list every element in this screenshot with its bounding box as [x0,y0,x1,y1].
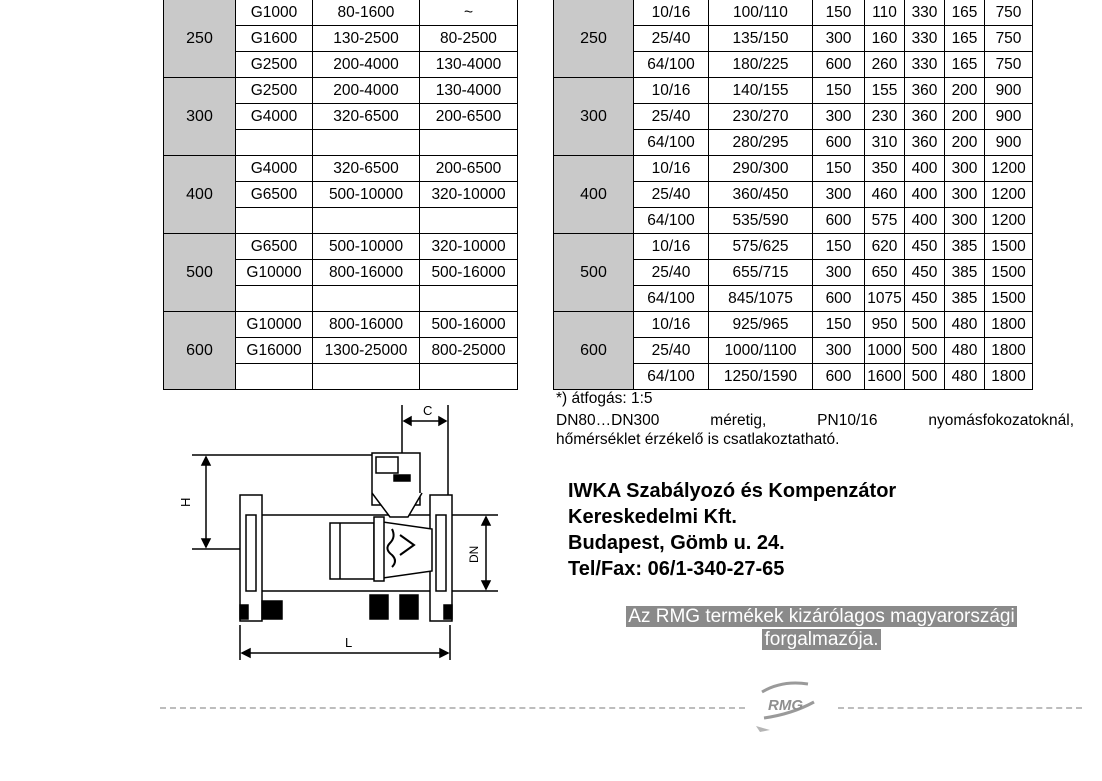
table-cell: 450 [905,260,945,286]
table-cell: 300 [813,26,865,52]
right-table [553,0,1033,390]
table-cell: 320-6500 [313,156,420,182]
table-cell: 330 [905,0,945,26]
table-cell [420,130,518,156]
table-cell: 155 [865,78,905,104]
table-cell: 64/100 [634,130,709,156]
table-cell: 150 [813,78,865,104]
table-cell: 400 [905,208,945,234]
table-cell: 10/16 [634,78,709,104]
dn-size-cell: 600 [554,312,634,390]
table-cell [420,208,518,234]
table-cell: G16000 [236,338,313,364]
table-cell: 25/40 [634,26,709,52]
table-cell: 150 [813,156,865,182]
table-cell: 600 [813,130,865,156]
table-cell: 100/110 [709,0,813,26]
table-cell: 1500 [985,286,1033,312]
dn-size-cell: 300 [164,78,236,156]
table-cell: 180/225 [709,52,813,78]
table-cell: 480 [945,364,985,390]
table-cell: 25/40 [634,338,709,364]
table-cell: 360 [905,130,945,156]
footer-rule-left [160,707,745,709]
table-cell: 800-16000 [313,260,420,286]
table-cell [420,364,518,390]
dim-label-c: C [423,403,433,418]
table-cell: 10/16 [634,0,709,26]
table-cell: 200-4000 [313,52,420,78]
dn-size-cell: 600 [164,312,236,390]
table-cell: 800-16000 [313,312,420,338]
table-cell: 200 [945,78,985,104]
table-cell: 750 [985,26,1033,52]
distributor-banner [578,605,1065,651]
table-cell: 600 [813,52,865,78]
table-cell [313,286,420,312]
table-cell: G2500 [236,78,313,104]
company-phone: Tel/Fax: 06/1-340-27-65 [568,558,785,580]
table-cell: 64/100 [634,286,709,312]
table-cell [236,130,313,156]
table-cell: 280/295 [709,130,813,156]
table-cell: 165 [945,26,985,52]
table-cell: 600 [813,208,865,234]
table-cell: 150 [813,312,865,338]
table-cell: 165 [945,52,985,78]
table-cell: G2500 [236,52,313,78]
table-cell: 1500 [985,260,1033,286]
table-row [164,312,518,338]
meter-dimension-drawing [180,405,500,665]
table-cell: 64/100 [634,364,709,390]
table-cell: 450 [905,234,945,260]
table-cell: 350 [865,156,905,182]
dn-size-cell: 400 [554,156,634,234]
table-cell: 300 [813,104,865,130]
table-cell: 575 [865,208,905,234]
table-cell: 480 [945,312,985,338]
table-cell: 845/1075 [709,286,813,312]
table-cell: 480 [945,338,985,364]
company-name-2: Kereskedelmi Kft. [568,506,737,528]
table-cell: 1800 [985,364,1033,390]
table-cell: 400 [905,156,945,182]
dn-size-cell: 500 [164,234,236,312]
table-cell: 500 [905,364,945,390]
logo-text: RMG [768,697,803,714]
table-cell: 1500 [985,234,1033,260]
table-cell: 300 [945,182,985,208]
table-cell: 385 [945,234,985,260]
table-cell: 110 [865,0,905,26]
table-cell: 1600 [865,364,905,390]
table-cell: 1800 [985,312,1033,338]
table-cell: ~ [420,0,518,26]
table-cell: 1000 [865,338,905,364]
table-cell: 750 [985,0,1033,26]
table-cell: G4000 [236,156,313,182]
table-row [554,0,1033,26]
table-cell: 385 [945,260,985,286]
table-cell [420,286,518,312]
company-name-1: IWKA Szabályozó és Kompenzátor [568,480,897,502]
table-cell: 600 [813,364,865,390]
table-cell: 25/40 [634,182,709,208]
table-cell: 230/270 [709,104,813,130]
table-cell [313,364,420,390]
table-cell [236,286,313,312]
dn-size-cell: 250 [164,0,236,78]
table-cell: 330 [905,26,945,52]
table-cell: 575/625 [709,234,813,260]
dim-label-h: H [178,497,193,507]
dn-size-cell: 250 [554,0,634,78]
table-cell: G10000 [236,312,313,338]
table-cell: 330 [905,52,945,78]
table-cell: 10/16 [634,234,709,260]
table-cell: 360 [905,78,945,104]
table-cell: 500 [905,338,945,364]
dn-size-cell: 400 [164,156,236,234]
table-cell: 130-4000 [420,78,518,104]
table-cell: 500-16000 [420,260,518,286]
dim-label-l: L [345,635,353,650]
table-cell: 600 [813,286,865,312]
table-cell: 385 [945,286,985,312]
table-cell: 1200 [985,208,1033,234]
table-cell: 300 [813,182,865,208]
dim-label-dn: DN [467,545,481,563]
table-cell: 140/155 [709,78,813,104]
table-cell: 200 [945,104,985,130]
table-cell [236,208,313,234]
table-cell: 360/450 [709,182,813,208]
table-cell [313,130,420,156]
table-row [164,156,518,182]
table-cell: 80-1600 [313,0,420,26]
table-cell: G10000 [236,260,313,286]
banner-line-2: forgalmazója. [764,629,879,650]
rmg-logo [752,674,828,734]
table-row [554,78,1033,104]
table-cell: 150 [813,0,865,26]
table-cell: 130-2500 [313,26,420,52]
table-cell: 260 [865,52,905,78]
table-cell: 200-6500 [420,104,518,130]
table-cell: 310 [865,130,905,156]
company-address: Budapest, Gömb u. 24. [568,532,785,554]
table-cell: 200 [945,130,985,156]
table-cell: 535/590 [709,208,813,234]
table-cell: G1600 [236,26,313,52]
table-cell: 320-10000 [420,234,518,260]
table-cell: 900 [985,130,1033,156]
table-cell: 300 [945,208,985,234]
dn-size-cell: 300 [554,78,634,156]
table-cell: 320-10000 [420,182,518,208]
table-cell: 300 [813,338,865,364]
table-cell: G1000 [236,0,313,26]
table-cell: 1200 [985,182,1033,208]
table-cell: 650 [865,260,905,286]
table-cell: 460 [865,182,905,208]
table-row [554,312,1033,338]
table-cell: 750 [985,52,1033,78]
table-cell: 200-6500 [420,156,518,182]
dn-size-cell: 500 [554,234,634,312]
table-cell: 1250/1590 [709,364,813,390]
table-cell: 500-10000 [313,234,420,260]
table-cell: 450 [905,286,945,312]
table-cell: 64/100 [634,52,709,78]
table-row [554,234,1033,260]
table-cell: 1075 [865,286,905,312]
table-cell: 1200 [985,156,1033,182]
banner-line-1: Az RMG termékek kizárólagos magyarországi [628,606,1015,627]
table-cell: 200-4000 [313,78,420,104]
note-line-2: hőmérséklet érzékelő is csatlakoztatható. [556,431,840,448]
table-cell: 150 [813,234,865,260]
table-cell: 500 [905,312,945,338]
table-cell: 300 [813,260,865,286]
table-cell: 10/16 [634,156,709,182]
table-cell: 400 [905,182,945,208]
table-row [164,0,518,26]
table-cell: 500-16000 [420,312,518,338]
table-cell: 950 [865,312,905,338]
table-cell: 160 [865,26,905,52]
table-cell: 300 [945,156,985,182]
table-cell: 360 [905,104,945,130]
note-line-1: DN80…DN300 méretig, PN10/16 nyomásfokozatoknál, [556,412,1074,429]
table-row [164,234,518,260]
table-cell: 130-4000 [420,52,518,78]
table-cell: 500-10000 [313,182,420,208]
footer-rule-right [838,707,1082,709]
table-cell: 620 [865,234,905,260]
table-cell [236,364,313,390]
table-cell: 800-25000 [420,338,518,364]
table-cell: 80-2500 [420,26,518,52]
left-table [163,0,518,390]
table-cell: 64/100 [634,208,709,234]
table-cell: G4000 [236,104,313,130]
table-cell: G6500 [236,234,313,260]
table-cell: 900 [985,78,1033,104]
table-cell: G6500 [236,182,313,208]
table-cell: 10/16 [634,312,709,338]
table-cell: 1800 [985,338,1033,364]
footnote: *) átfogás: 1:5 [556,390,653,407]
table-cell: 230 [865,104,905,130]
table-cell: 290/300 [709,156,813,182]
table-cell: 655/715 [709,260,813,286]
table-cell [313,208,420,234]
table-cell: 1000/1100 [709,338,813,364]
table-cell: 165 [945,0,985,26]
table-cell: 900 [985,104,1033,130]
table-row [554,156,1033,182]
table-cell: 320-6500 [313,104,420,130]
table-cell: 135/150 [709,26,813,52]
table-row [164,78,518,104]
table-cell: 925/965 [709,312,813,338]
table-cell: 25/40 [634,260,709,286]
table-cell: 25/40 [634,104,709,130]
table-cell: 1300-25000 [313,338,420,364]
